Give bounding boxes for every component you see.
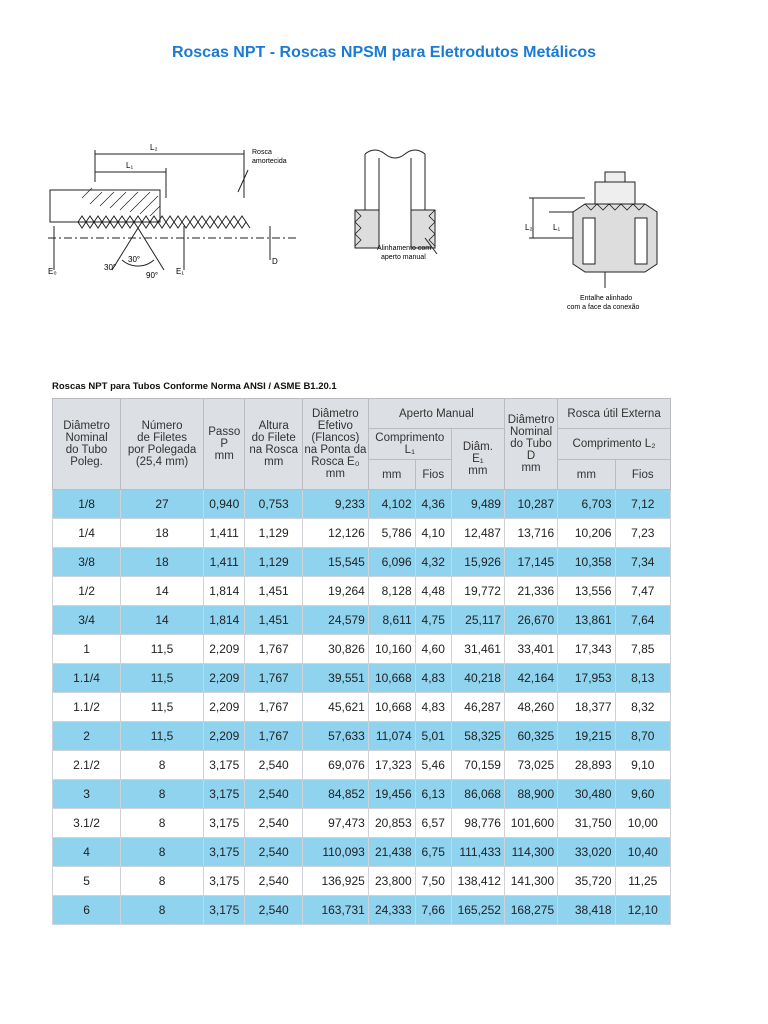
cell-diametro-nominal: 3.1/2 bbox=[53, 809, 121, 838]
cell-altura: 0,753 bbox=[245, 490, 302, 519]
header-passo: Passo P mm bbox=[204, 399, 245, 490]
cell-diametro-nominal: 1/8 bbox=[53, 490, 121, 519]
cell-comprimento-l2-fios: 8,70 bbox=[615, 722, 670, 751]
cell-diametro-nominal: 2.1/2 bbox=[53, 751, 121, 780]
cell-comprimento-l1-mm: 11,074 bbox=[368, 722, 415, 751]
header-diam-e1: Diâm. E₁ mm bbox=[451, 429, 504, 490]
cell-altura: 1,129 bbox=[245, 548, 302, 577]
header-comprimento-l1: Comprimento L₁ bbox=[368, 429, 451, 460]
cell-diametro-nominal: 2 bbox=[53, 722, 121, 751]
cell-diametro-efetivo: 9,233 bbox=[302, 490, 368, 519]
cell-diametro-nominal-d: 88,900 bbox=[504, 780, 557, 809]
table-row bbox=[53, 606, 671, 635]
cell-diametro-efetivo: 84,852 bbox=[302, 780, 368, 809]
cell-passo: 2,209 bbox=[204, 635, 245, 664]
cell-altura: 1,767 bbox=[245, 664, 302, 693]
header-numero-filetes: Número de Filetes por Polegada (25,4 mm) bbox=[121, 399, 204, 490]
cell-comprimento-l1-fios: 5,01 bbox=[415, 722, 451, 751]
cell-comprimento-l1-fios: 6,13 bbox=[415, 780, 451, 809]
cell-numero-filetes: 18 bbox=[121, 519, 204, 548]
cell-diametro-nominal: 3 bbox=[53, 780, 121, 809]
cell-altura: 2,540 bbox=[245, 751, 302, 780]
header-altura: Altura do Filete na Rosca mm bbox=[245, 399, 302, 490]
table-row bbox=[53, 896, 671, 925]
cell-diametro-nominal-d: 48,260 bbox=[504, 693, 557, 722]
cell-diametro-nominal-d: 141,300 bbox=[504, 867, 557, 896]
cell-numero-filetes: 8 bbox=[121, 780, 204, 809]
cell-diametro-nominal: 3/4 bbox=[53, 606, 121, 635]
cell-passo: 3,175 bbox=[204, 809, 245, 838]
cell-numero-filetes: 8 bbox=[121, 751, 204, 780]
cell-diametro-nominal-d: 13,716 bbox=[504, 519, 557, 548]
cell-comprimento-l2-fios: 9,10 bbox=[615, 751, 670, 780]
cell-comprimento-l2-fios: 11,25 bbox=[615, 867, 670, 896]
cell-comprimento-l2-mm: 31,750 bbox=[558, 809, 615, 838]
cell-passo: 1,814 bbox=[204, 577, 245, 606]
cell-diametro-efetivo: 19,264 bbox=[302, 577, 368, 606]
cell-diametro-nominal: 1/4 bbox=[53, 519, 121, 548]
cell-passo: 3,175 bbox=[204, 896, 245, 925]
cell-comprimento-l2-fios: 7,85 bbox=[615, 635, 670, 664]
cell-diam-e1: 25,117 bbox=[451, 606, 504, 635]
cell-numero-filetes: 27 bbox=[121, 490, 204, 519]
cell-comprimento-l2-mm: 10,206 bbox=[558, 519, 615, 548]
cell-comprimento-l1-mm: 23,800 bbox=[368, 867, 415, 896]
table-caption: Roscas NPT para Tubos Conforme Norma ANSI / ASME B1.20.1 bbox=[52, 381, 337, 392]
cell-passo: 1,411 bbox=[204, 548, 245, 577]
table-row bbox=[53, 809, 671, 838]
fitting-l2-label: L₂ bbox=[525, 223, 533, 232]
cell-altura: 2,540 bbox=[245, 896, 302, 925]
l1-label: L₁ bbox=[126, 161, 134, 170]
cell-comprimento-l1-fios: 4,10 bbox=[415, 519, 451, 548]
cell-numero-filetes: 8 bbox=[121, 838, 204, 867]
cell-diametro-efetivo: 136,925 bbox=[302, 867, 368, 896]
cell-comprimento-l1-fios: 4,48 bbox=[415, 577, 451, 606]
header-mm-l1: mm bbox=[368, 460, 415, 490]
cell-diametro-nominal-d: 114,300 bbox=[504, 838, 557, 867]
cell-comprimento-l2-fios: 8,32 bbox=[615, 693, 670, 722]
rosca-label: Rosca bbox=[252, 149, 272, 156]
cell-diametro-efetivo: 69,076 bbox=[302, 751, 368, 780]
cell-diametro-nominal: 1 bbox=[53, 635, 121, 664]
header-mm-l2: mm bbox=[558, 460, 615, 490]
cell-numero-filetes: 14 bbox=[121, 606, 204, 635]
cell-numero-filetes: 8 bbox=[121, 809, 204, 838]
table-row bbox=[53, 693, 671, 722]
cell-comprimento-l2-fios: 9,60 bbox=[615, 780, 670, 809]
cell-altura: 1,451 bbox=[245, 577, 302, 606]
header-diametro-efetivo: Diâmetro Efetivo (Flancos) na Ponta da Rosca E₀ mm bbox=[302, 399, 368, 490]
cell-comprimento-l1-mm: 5,786 bbox=[368, 519, 415, 548]
table-row bbox=[53, 838, 671, 867]
table-row bbox=[53, 722, 671, 751]
cell-diametro-nominal-d: 168,275 bbox=[504, 896, 557, 925]
cell-diametro-efetivo: 45,621 bbox=[302, 693, 368, 722]
cell-comprimento-l1-mm: 6,096 bbox=[368, 548, 415, 577]
cell-comprimento-l1-mm: 8,128 bbox=[368, 577, 415, 606]
header-comprimento-l2: Comprimento L₂ bbox=[558, 429, 671, 460]
cell-comprimento-l2-fios: 7,47 bbox=[615, 577, 670, 606]
cell-diametro-efetivo: 24,579 bbox=[302, 606, 368, 635]
header-diametro-nominal: Diâmetro Nominal do Tubo Poleg. bbox=[53, 399, 121, 490]
cell-diam-e1: 12,487 bbox=[451, 519, 504, 548]
cell-comprimento-l1-mm: 20,853 bbox=[368, 809, 415, 838]
cell-comprimento-l1-mm: 8,611 bbox=[368, 606, 415, 635]
d-label: D bbox=[272, 257, 278, 266]
cell-diametro-nominal-d: 73,025 bbox=[504, 751, 557, 780]
face-conexao-label: com a face da conexão bbox=[567, 304, 640, 311]
cell-passo: 3,175 bbox=[204, 780, 245, 809]
cell-numero-filetes: 18 bbox=[121, 548, 204, 577]
cell-altura: 1,767 bbox=[245, 693, 302, 722]
fitting-diagram bbox=[525, 142, 680, 317]
cell-diam-e1: 31,461 bbox=[451, 635, 504, 664]
cell-diametro-nominal: 4 bbox=[53, 838, 121, 867]
cell-comprimento-l1-fios: 4,83 bbox=[415, 693, 451, 722]
cell-diam-e1: 111,433 bbox=[451, 838, 504, 867]
cell-diametro-nominal-d: 10,287 bbox=[504, 490, 557, 519]
header-diametro-nominal-d: Diâmetro Nominal do Tubo D mm bbox=[504, 399, 557, 490]
table-row bbox=[53, 519, 671, 548]
cell-comprimento-l2-mm: 10,358 bbox=[558, 548, 615, 577]
cell-comprimento-l2-fios: 7,12 bbox=[615, 490, 670, 519]
cell-numero-filetes: 14 bbox=[121, 577, 204, 606]
cell-diametro-efetivo: 30,826 bbox=[302, 635, 368, 664]
cell-passo: 2,209 bbox=[204, 693, 245, 722]
angle-30a: 30° bbox=[104, 263, 117, 272]
cell-comprimento-l1-mm: 10,668 bbox=[368, 664, 415, 693]
cell-altura: 2,540 bbox=[245, 838, 302, 867]
entalhe-label: Entalhe alinhado bbox=[580, 295, 633, 302]
cell-passo: 0,940 bbox=[204, 490, 245, 519]
cell-comprimento-l1-fios: 7,50 bbox=[415, 867, 451, 896]
cell-comprimento-l1-mm: 21,438 bbox=[368, 838, 415, 867]
cell-diametro-nominal: 1/2 bbox=[53, 577, 121, 606]
cell-comprimento-l1-fios: 4,83 bbox=[415, 664, 451, 693]
table-row bbox=[53, 548, 671, 577]
cell-diametro-efetivo: 57,633 bbox=[302, 722, 368, 751]
cell-altura: 2,540 bbox=[245, 780, 302, 809]
cell-passo: 3,175 bbox=[204, 838, 245, 867]
cell-comprimento-l1-mm: 4,102 bbox=[368, 490, 415, 519]
cell-diam-e1: 15,926 bbox=[451, 548, 504, 577]
cell-passo: 3,175 bbox=[204, 867, 245, 896]
table-body bbox=[53, 490, 671, 925]
cell-comprimento-l2-mm: 17,343 bbox=[558, 635, 615, 664]
table-row bbox=[53, 867, 671, 896]
cell-numero-filetes: 11,5 bbox=[121, 635, 204, 664]
cell-altura: 2,540 bbox=[245, 867, 302, 896]
cell-comprimento-l2-mm: 28,893 bbox=[558, 751, 615, 780]
cell-altura: 1,767 bbox=[245, 722, 302, 751]
cell-diametro-nominal-d: 21,336 bbox=[504, 577, 557, 606]
cell-altura: 1,767 bbox=[245, 635, 302, 664]
cell-comprimento-l1-fios: 7,66 bbox=[415, 896, 451, 925]
cell-diam-e1: 86,068 bbox=[451, 780, 504, 809]
cell-comprimento-l2-mm: 6,703 bbox=[558, 490, 615, 519]
cell-comprimento-l2-mm: 38,418 bbox=[558, 896, 615, 925]
header-fios-l2: Fios bbox=[615, 460, 670, 490]
cell-comprimento-l1-mm: 17,323 bbox=[368, 751, 415, 780]
cell-comprimento-l1-mm: 19,456 bbox=[368, 780, 415, 809]
table-row bbox=[53, 577, 671, 606]
e0-label: E₀ bbox=[48, 267, 57, 276]
cell-comprimento-l1-fios: 4,75 bbox=[415, 606, 451, 635]
cell-diametro-nominal-d: 17,145 bbox=[504, 548, 557, 577]
cell-comprimento-l2-fios: 7,23 bbox=[615, 519, 670, 548]
cell-diametro-nominal-d: 60,325 bbox=[504, 722, 557, 751]
cell-diam-e1: 138,412 bbox=[451, 867, 504, 896]
cell-comprimento-l1-fios: 6,75 bbox=[415, 838, 451, 867]
cell-passo: 2,209 bbox=[204, 664, 245, 693]
angle-90: 90° bbox=[146, 271, 159, 280]
cell-comprimento-l1-fios: 6,57 bbox=[415, 809, 451, 838]
header-fios-l1: Fios bbox=[415, 460, 451, 490]
thread-diagram bbox=[48, 142, 298, 317]
cell-comprimento-l1-mm: 24,333 bbox=[368, 896, 415, 925]
table-row bbox=[53, 490, 671, 519]
cell-passo: 1,814 bbox=[204, 606, 245, 635]
cell-comprimento-l2-mm: 19,215 bbox=[558, 722, 615, 751]
cell-comprimento-l2-fios: 8,13 bbox=[615, 664, 670, 693]
cell-altura: 2,540 bbox=[245, 809, 302, 838]
cell-comprimento-l2-mm: 30,480 bbox=[558, 780, 615, 809]
angle-30b: 30° bbox=[128, 255, 141, 264]
cell-diametro-nominal-d: 42,164 bbox=[504, 664, 557, 693]
amortecida-label: amortecida bbox=[252, 158, 287, 165]
cell-comprimento-l2-fios: 7,34 bbox=[615, 548, 670, 577]
cell-altura: 1,451 bbox=[245, 606, 302, 635]
cell-numero-filetes: 8 bbox=[121, 896, 204, 925]
cell-comprimento-l2-mm: 13,556 bbox=[558, 577, 615, 606]
page-title: Roscas NPT - Roscas NPSM para Eletrodutos Metálicos bbox=[171, 44, 597, 61]
table-row bbox=[53, 780, 671, 809]
cell-diametro-efetivo: 97,473 bbox=[302, 809, 368, 838]
aperto-manual-label: aperto manual bbox=[381, 254, 426, 261]
cell-comprimento-l2-mm: 13,861 bbox=[558, 606, 615, 635]
cell-numero-filetes: 11,5 bbox=[121, 664, 204, 693]
cell-diametro-nominal: 3/8 bbox=[53, 548, 121, 577]
cell-diametro-nominal: 5 bbox=[53, 867, 121, 896]
cell-comprimento-l1-fios: 4,32 bbox=[415, 548, 451, 577]
cell-diam-e1: 40,218 bbox=[451, 664, 504, 693]
cell-passo: 1,411 bbox=[204, 519, 245, 548]
cell-diam-e1: 98,776 bbox=[451, 809, 504, 838]
cell-diametro-nominal-d: 33,401 bbox=[504, 635, 557, 664]
cell-comprimento-l2-fios: 12,10 bbox=[615, 896, 670, 925]
cell-diam-e1: 46,287 bbox=[451, 693, 504, 722]
cell-diametro-efetivo: 110,093 bbox=[302, 838, 368, 867]
cell-comprimento-l2-fios: 10,40 bbox=[615, 838, 670, 867]
l2-label: L₂ bbox=[150, 143, 158, 152]
cell-numero-filetes: 11,5 bbox=[121, 722, 204, 751]
cell-diametro-efetivo: 12,126 bbox=[302, 519, 368, 548]
fitting-l1-label: L₁ bbox=[553, 223, 561, 232]
cell-comprimento-l1-mm: 10,668 bbox=[368, 693, 415, 722]
cell-passo: 3,175 bbox=[204, 751, 245, 780]
cell-comprimento-l1-fios: 5,46 bbox=[415, 751, 451, 780]
npt-thread-table bbox=[52, 398, 671, 925]
e1-label: E₁ bbox=[176, 267, 185, 276]
cell-numero-filetes: 8 bbox=[121, 867, 204, 896]
cell-comprimento-l2-mm: 18,377 bbox=[558, 693, 615, 722]
cell-comprimento-l1-mm: 10,160 bbox=[368, 635, 415, 664]
cell-comprimento-l2-fios: 7,64 bbox=[615, 606, 670, 635]
cell-comprimento-l2-fios: 10,00 bbox=[615, 809, 670, 838]
header-aperto-manual: Aperto Manual bbox=[368, 399, 504, 429]
alinhamento-label: Alinhamento com bbox=[377, 245, 432, 252]
cell-diametro-efetivo: 163,731 bbox=[302, 896, 368, 925]
cell-comprimento-l1-fios: 4,60 bbox=[415, 635, 451, 664]
table-row bbox=[53, 664, 671, 693]
cell-diametro-efetivo: 15,545 bbox=[302, 548, 368, 577]
cell-diam-e1: 9,489 bbox=[451, 490, 504, 519]
table-row bbox=[53, 751, 671, 780]
table-row bbox=[53, 635, 671, 664]
cell-diametro-efetivo: 39,551 bbox=[302, 664, 368, 693]
cell-diametro-nominal: 1.1/4 bbox=[53, 664, 121, 693]
cell-comprimento-l1-fios: 4,36 bbox=[415, 490, 451, 519]
cell-diametro-nominal-d: 101,600 bbox=[504, 809, 557, 838]
cell-diam-e1: 165,252 bbox=[451, 896, 504, 925]
cell-altura: 1,129 bbox=[245, 519, 302, 548]
alignment-diagram bbox=[345, 142, 475, 317]
cell-comprimento-l2-mm: 35,720 bbox=[558, 867, 615, 896]
cell-diam-e1: 58,325 bbox=[451, 722, 504, 751]
cell-diam-e1: 70,159 bbox=[451, 751, 504, 780]
cell-diametro-nominal: 1.1/2 bbox=[53, 693, 121, 722]
cell-comprimento-l2-mm: 17,953 bbox=[558, 664, 615, 693]
cell-diametro-nominal: 6 bbox=[53, 896, 121, 925]
cell-diam-e1: 19,772 bbox=[451, 577, 504, 606]
cell-passo: 2,209 bbox=[204, 722, 245, 751]
cell-diametro-nominal-d: 26,670 bbox=[504, 606, 557, 635]
header-rosca-util: Rosca útil Externa bbox=[558, 399, 671, 429]
cell-comprimento-l2-mm: 33,020 bbox=[558, 838, 615, 867]
cell-numero-filetes: 11,5 bbox=[121, 693, 204, 722]
